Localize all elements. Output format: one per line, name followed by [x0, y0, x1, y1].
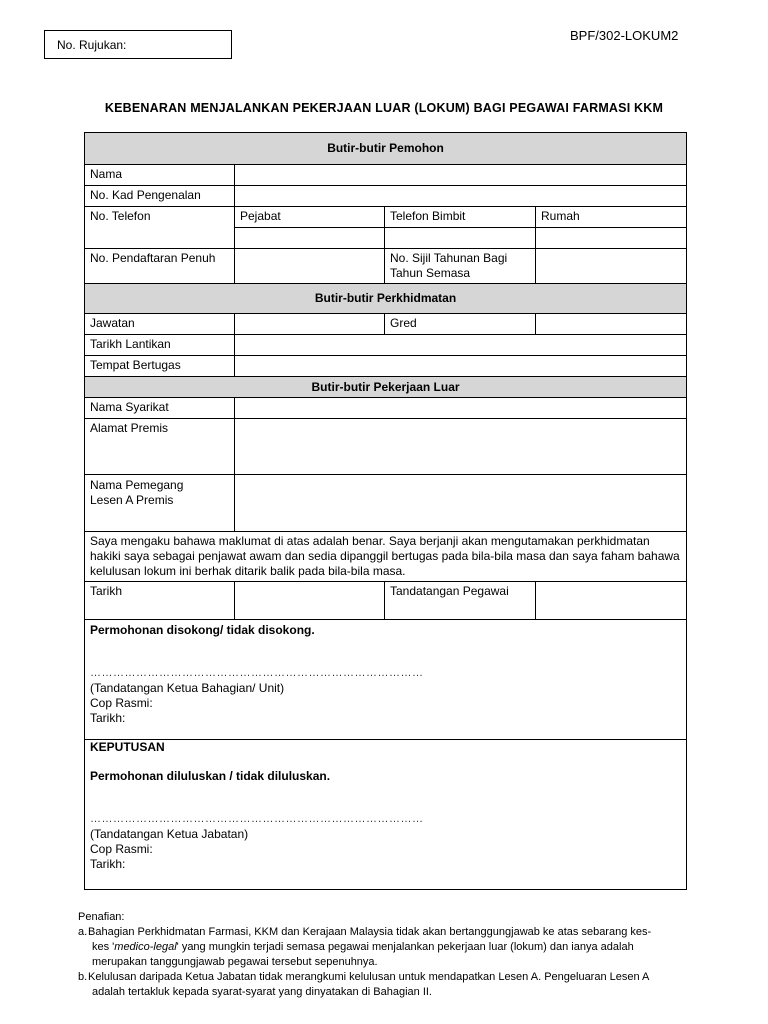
label-grade: Gred — [385, 314, 536, 335]
label-date: Tarikh — [85, 582, 235, 620]
section-outside-work-heading: Butir-butir Pekerjaan Luar — [85, 377, 687, 398]
decision-signature-line[interactable]: …………………………………………………………………………… — [90, 813, 424, 825]
disclaimer-a-kes: kes ' — [92, 941, 115, 953]
disclaimer — [78, 910, 688, 1000]
license-holder-line1: Nama Pemegang — [90, 478, 184, 492]
field-annual-certificate[interactable] — [536, 249, 687, 284]
disclaimer-item-a — [78, 925, 688, 970]
form-code: BPF/302-LOKUM2 — [570, 28, 679, 43]
field-premise-address[interactable] — [235, 419, 687, 475]
support-section — [85, 620, 687, 740]
form-title: KEBENARAN MENJALANKAN PEKERJAAN LUAR (LOKUM) BAGI PEGAWAI FARMASI KKM — [104, 101, 664, 115]
decision-title: Permohonan diluluskan / tidak diluluskan. — [90, 769, 331, 783]
label-home-phone: Rumah — [536, 207, 687, 228]
label-ic-number: No. Kad Pengenalan — [85, 186, 235, 207]
disclaimer-a-line2 — [88, 940, 688, 955]
reference-number-label: No. Rujukan: — [57, 38, 127, 52]
disclaimer-b-line1: Kelulusan daripada Ketua Jabatan tidak merangkumi kelulusan untuk mendapatkan Lesen A. Pengeluaran Lesen A — [88, 971, 650, 983]
field-ic-number[interactable] — [235, 186, 687, 207]
application-form-table — [84, 132, 687, 890]
disclaimer-a-line3: merupakan tanggungjawab pegawai tersebut sepenuhnya. — [92, 956, 378, 968]
support-date-label: Tarikh: — [90, 711, 126, 725]
field-workplace[interactable] — [235, 356, 687, 377]
support-stamp-label: Cop Rasmi: — [90, 696, 153, 710]
license-holder-line2: Lesen A Premis — [90, 493, 174, 507]
label-annual-certificate — [385, 249, 536, 284]
field-position[interactable] — [235, 314, 385, 335]
disclaimer-a-medico: medico-legal — [114, 941, 177, 953]
field-registration-number[interactable] — [235, 249, 385, 284]
decision-stamp-label: Cop Rasmi: — [90, 842, 153, 856]
label-phone: No. Telefon — [85, 207, 235, 249]
label-license-holder — [85, 475, 235, 532]
field-officer-signature[interactable] — [536, 582, 687, 620]
field-company-name[interactable] — [235, 398, 687, 419]
annual-certificate-line1: No. Sijil Tahunan Bagi — [390, 251, 508, 265]
decision-date-label: Tarikh: — [90, 857, 126, 871]
label-mobile-phone: Telefon Bimbit — [385, 207, 536, 228]
label-registration-number: No. Pendaftaran Penuh — [85, 249, 235, 284]
disclaimer-a-line1: Bahagian Perkhidmatan Farmasi, KKM dan Kerajaan Malaysia tidak akan bertanggungjawab ke atas sebarang kes- — [88, 926, 652, 938]
label-appointment-date: Tarikh Lantikan — [85, 335, 235, 356]
support-signature-label: (Tandatangan Ketua Bahagian/ Unit) — [90, 681, 285, 695]
support-signature-line[interactable]: …………………………………………………………………………… — [90, 667, 424, 679]
section-service-heading: Butir-butir Perkhidmatan — [85, 284, 687, 314]
decision-signature-label: (Tandatangan Ketua Jabatan) — [90, 827, 249, 841]
label-premise-address: Alamat Premis — [85, 419, 235, 475]
disclaimer-heading: Penafian: — [78, 911, 125, 923]
section-applicant-heading: Butir-butir Pemohon — [85, 133, 687, 165]
support-title: Permohonan disokong/ tidak disokong. — [90, 623, 315, 637]
declaration-text: Saya mengaku bahawa maklumat di atas adalah benar. Saya berjanji akan mengutamakan perkhidmatan hakiki saya sebagai penjawat awam dan sedia dipanggil bertugas pada bila-bila masa dan saya faham bahawa kelulusan lokum ini berhak ditarik balik pada bila-bila masa. — [85, 532, 687, 582]
label-workplace: Tempat Bertugas — [85, 356, 235, 377]
field-name[interactable] — [235, 165, 687, 186]
disclaimer-item-a-marker: a. — [78, 926, 88, 938]
label-company-name: Nama Syarikat — [85, 398, 235, 419]
label-name: Nama — [85, 165, 235, 186]
field-grade[interactable] — [536, 314, 687, 335]
label-position: Jawatan — [85, 314, 235, 335]
field-appointment-date[interactable] — [235, 335, 687, 356]
field-date[interactable] — [235, 582, 385, 620]
reference-number-box[interactable] — [44, 30, 232, 59]
label-officer-signature: Tandatangan Pegawai — [385, 582, 536, 620]
decision-heading: KEPUTUSAN — [90, 740, 165, 754]
disclaimer-item-b-marker: b. — [78, 971, 88, 983]
label-office-phone: Pejabat — [235, 207, 385, 228]
disclaimer-item-b — [78, 970, 688, 1000]
field-office-phone[interactable] — [235, 228, 385, 249]
field-home-phone[interactable] — [536, 228, 687, 249]
decision-section — [85, 740, 687, 890]
disclaimer-b-line2: adalah tertakluk kepada syarat-syarat yang dinyatakan di Bahagian II. — [92, 986, 432, 998]
disclaimer-a-rest: ' yang mungkin terjadi semasa pegawai menjalankan pekerjaan luar (lokum) dan ianya adalah — [176, 941, 634, 953]
field-license-holder[interactable] — [235, 475, 687, 532]
field-mobile-phone[interactable] — [385, 228, 536, 249]
annual-certificate-line2: Tahun Semasa — [390, 266, 471, 280]
